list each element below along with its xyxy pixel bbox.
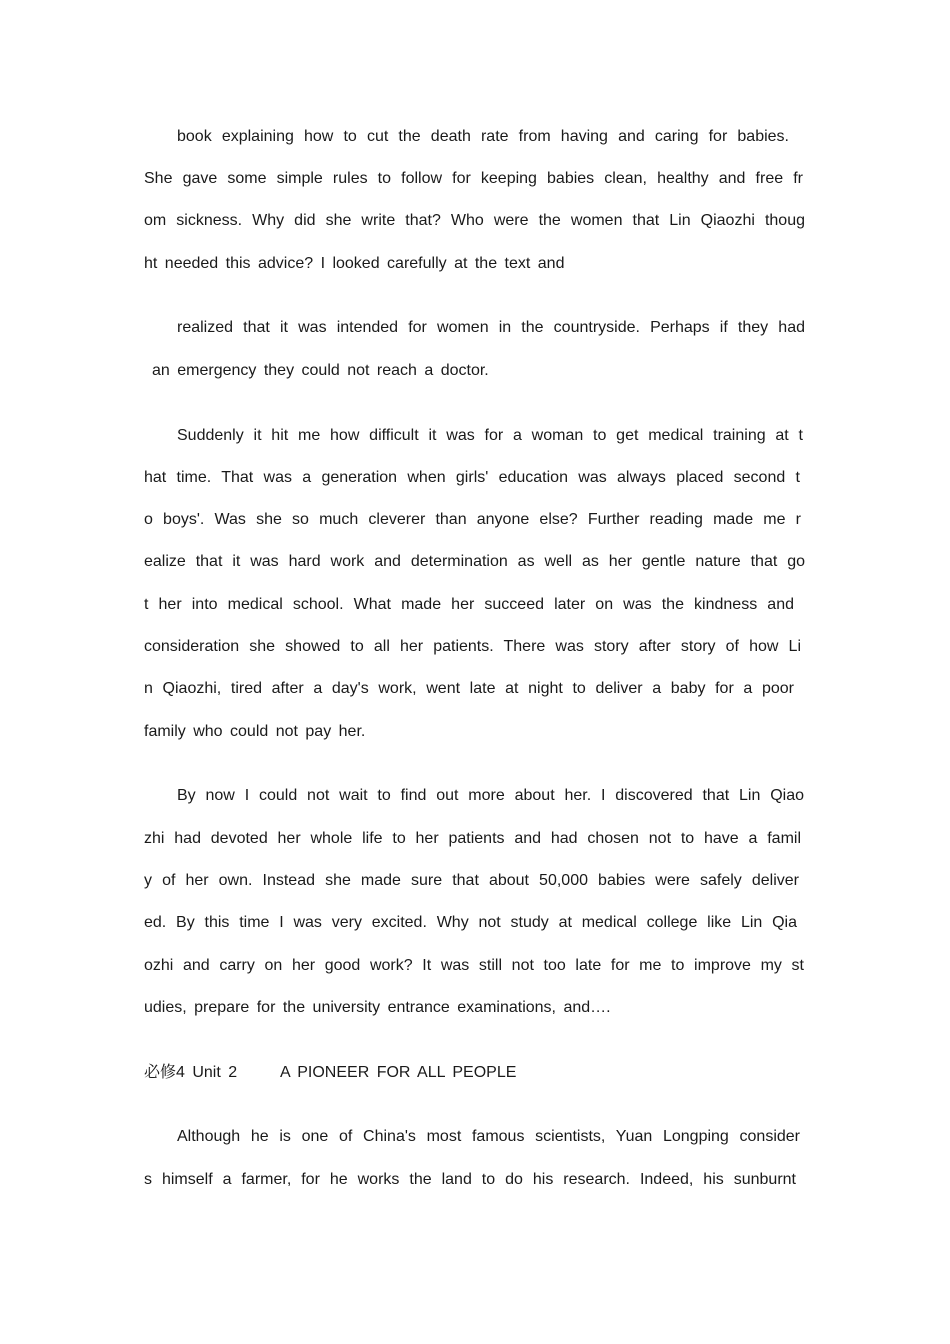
paragraph-3-line-7: n Qiaozhi, tired after a day's work, went late at night to deliver a baby for a poor <box>144 680 794 697</box>
paragraph-1-line-2: She gave some simple rules to follow for keeping babies clean, healthy and free fr <box>144 170 803 187</box>
unit-title: A PIONEER FOR ALL PEOPLE <box>280 1064 517 1081</box>
paragraph-2-line-1: realized that it was intended for women in the countryside. Perhaps if they had <box>177 319 805 336</box>
paragraph-1-line-1: book explaining how to cut the death rate from having and caring for babies. <box>177 128 789 145</box>
paragraph-1-line-4: ht needed this advice? I looked carefully at the text and <box>144 255 565 272</box>
paragraph-3-line-8: family who could not pay her. <box>144 723 366 740</box>
paragraph-3-line-3: o boys'. Was she so much cleverer than anyone else? Further reading made me r <box>144 511 801 528</box>
paragraph-4-line-4: ed. By this time I was very excited. Why not study at medical college like Lin Qia <box>144 914 797 931</box>
paragraph-4-line-5: ozhi and carry on her good work? It was still not too late for me to improve my st <box>144 957 804 974</box>
paragraph-4-line-2: zhi had devoted her whole life to her patients and had chosen not to have a famil <box>144 830 801 847</box>
closing-paragraph-line-1: Although he is one of China's most famous scientists, Yuan Longping consider <box>177 1128 800 1145</box>
paragraph-4-line-3: y of her own. Instead she made sure that about 50,000 babies were safely deliver <box>144 872 799 889</box>
paragraph-3-line-1: Suddenly it hit me how difficult it was for a woman to get medical training at t <box>177 427 803 444</box>
paragraph-4-line-1: By now I could not wait to find out more about her. I discovered that Lin Qiao <box>177 787 804 804</box>
paragraph-2-line-2: an emergency they could not reach a doctor. <box>152 362 489 379</box>
paragraph-3-line-6: consideration she showed to all her patients. There was story after story of how Li <box>144 638 801 655</box>
paragraph-4-line-6: udies, prepare for the university entrance examinations, and…. <box>144 999 611 1016</box>
paragraph-3-line-2: hat time. That was a generation when girls' education was always placed second t <box>144 469 800 486</box>
closing-paragraph-line-2: s himself a farmer, for he works the land to do his research. Indeed, his sunburnt <box>144 1171 796 1188</box>
paragraph-3-line-5: t her into medical school. What made her succeed later on was the kindness and <box>144 596 794 613</box>
paragraph-3-line-4: ealize that it was hard work and determination as well as her gentle nature that go <box>144 553 805 570</box>
unit-label: 必修4 Unit 2 <box>144 1064 238 1081</box>
paragraph-1-line-3: om sickness. Why did she write that? Who were the women that Lin Qiaozhi thoug <box>144 212 805 229</box>
